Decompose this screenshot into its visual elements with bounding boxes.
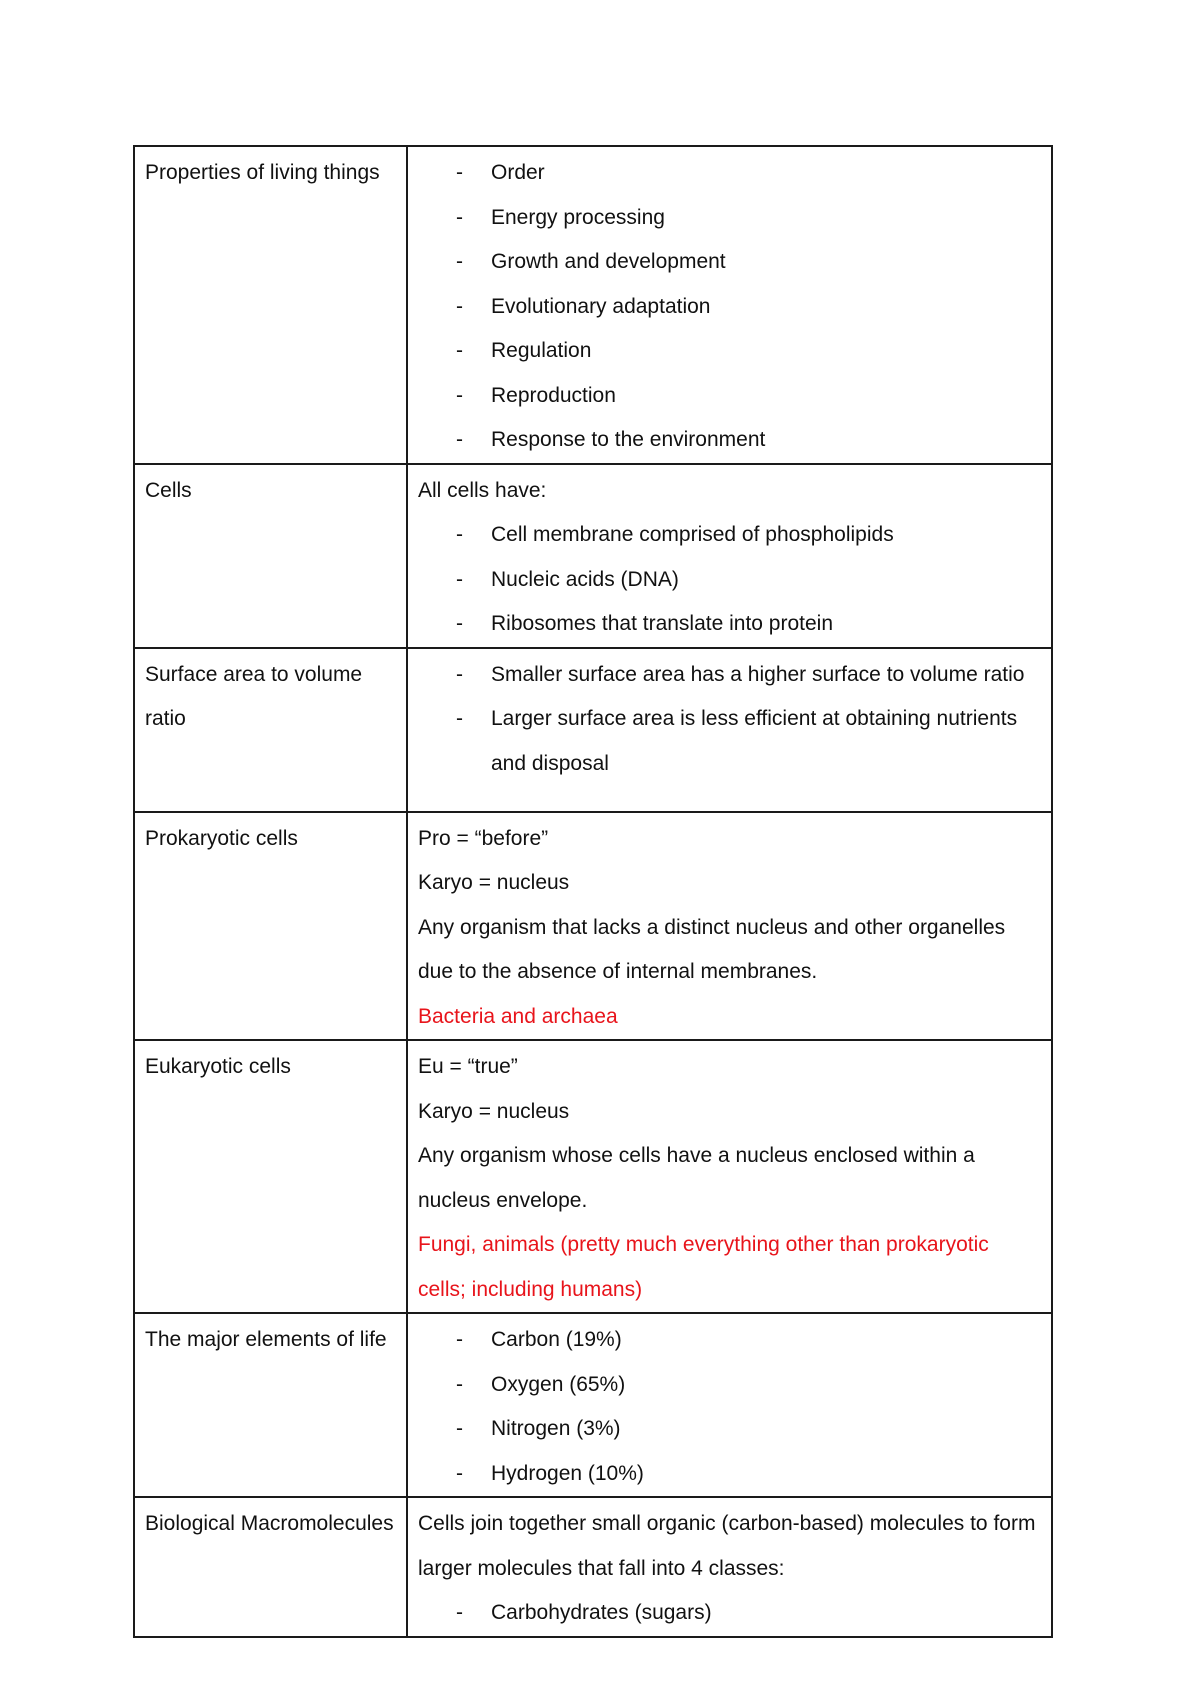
list-item: - Ribosomes that translate into protein: [418, 602, 1041, 647]
definition-cell: [407, 1497, 1052, 1637]
list-item: - Response to the environment: [418, 418, 1041, 463]
intro-text: All cells have:: [418, 478, 547, 502]
list-item: - Nitrogen (3%): [418, 1407, 1041, 1452]
list-item: - Energy processing: [418, 196, 1041, 241]
dash-marker: -: [456, 339, 463, 362]
list-item: - Smaller surface area has a higher surface to volume ratio: [418, 653, 1041, 698]
table-row: [134, 1040, 1052, 1313]
dash-marker: -: [456, 612, 463, 635]
notes-table: [133, 145, 1053, 1638]
table-row: [134, 146, 1052, 464]
list-item: - Carbohydrates (sugars): [418, 1591, 1041, 1636]
definition-cell: [407, 1313, 1052, 1497]
dash-marker: -: [456, 1372, 463, 1396]
table-row: [134, 1497, 1052, 1637]
term-label: Properties of living things: [145, 161, 380, 184]
dash-marker: -: [456, 662, 463, 686]
list-item: - Hydrogen (10%): [418, 1452, 1041, 1497]
term-label: Prokaryotic cells: [145, 826, 298, 850]
dash-marker: -: [456, 567, 463, 591]
term-cell: [134, 1313, 407, 1497]
list-item: - Nucleic acids (DNA): [418, 558, 1041, 603]
list-item: - Cell membrane comprised of phospholipids: [418, 513, 1041, 558]
dash-marker: -: [456, 707, 463, 730]
definition-line: Eu = “true”: [418, 1055, 518, 1078]
dash-marker: -: [456, 1601, 463, 1624]
dash-marker: -: [456, 1461, 463, 1485]
term-cell: [134, 146, 407, 464]
bullet-list: [418, 653, 1041, 787]
highlight-text: Fungi, animals (pretty much everything other than prokaryotic cells; including humans): [418, 1233, 989, 1301]
list-item: - Evolutionary adaptation: [418, 285, 1041, 330]
term-label: Eukaryotic cells: [145, 1055, 291, 1078]
dash-marker: -: [456, 523, 463, 546]
list-item: - Growth and development: [418, 240, 1041, 285]
bullet-list: [418, 151, 1041, 463]
intro-text: Cells join together small organic (carbon-based) molecules to form larger molecules that fall into 4 classes:: [418, 1512, 1036, 1580]
term-cell: [134, 1040, 407, 1313]
dash-marker: -: [456, 205, 463, 229]
list-item: - Order: [418, 151, 1041, 196]
term-cell: [134, 648, 407, 812]
dash-marker: -: [456, 250, 463, 273]
definition-line: Any organism that lacks a distinct nucleus and other organelles due to the absence of internal membranes.: [418, 915, 1006, 983]
term-label: The major elements of life: [145, 1328, 387, 1351]
definition-cell: [407, 1040, 1052, 1313]
dash-marker: -: [456, 161, 463, 184]
definition-cell: [407, 146, 1052, 464]
list-item: - Carbon (19%): [418, 1318, 1041, 1363]
definition-line: Pro = “before”: [418, 826, 549, 850]
term-cell: [134, 1497, 407, 1637]
list-item: - Oxygen (65%): [418, 1363, 1041, 1408]
table-row: [134, 648, 1052, 812]
definition-cell: [407, 648, 1052, 812]
term-label: Surface area to volume ratio: [145, 662, 363, 730]
list-item: - Larger surface area is less efficient at obtaining nutrients and disposal: [418, 697, 1041, 786]
table-row: [134, 1313, 1052, 1497]
term-cell: [134, 812, 407, 1041]
term-label: Biological Macromolecules: [145, 1512, 394, 1535]
list-item: - Regulation: [418, 329, 1041, 374]
bullet-list: [418, 1318, 1041, 1496]
term-cell: [134, 464, 407, 648]
definition-cell: [407, 812, 1052, 1041]
bullet-list: [418, 513, 1041, 647]
definition-line: Karyo = nucleus: [418, 871, 570, 894]
dash-marker: -: [456, 294, 463, 318]
bullet-list: [418, 1591, 1041, 1636]
list-item: - Reproduction: [418, 374, 1041, 419]
table-row: [134, 464, 1052, 648]
highlight-text: Bacteria and archaea: [418, 1004, 618, 1028]
definition-line: Karyo = nucleus: [418, 1099, 570, 1123]
definition-cell: [407, 464, 1052, 648]
dash-marker: -: [456, 1328, 463, 1351]
dash-marker: -: [456, 383, 463, 407]
table-row: [134, 812, 1052, 1041]
dash-marker: -: [456, 1417, 463, 1440]
term-label: Cells: [145, 478, 192, 502]
definition-line: Any organism whose cells have a nucleus enclosed within a nucleus envelope.: [418, 1144, 975, 1212]
dash-marker: -: [456, 428, 463, 451]
